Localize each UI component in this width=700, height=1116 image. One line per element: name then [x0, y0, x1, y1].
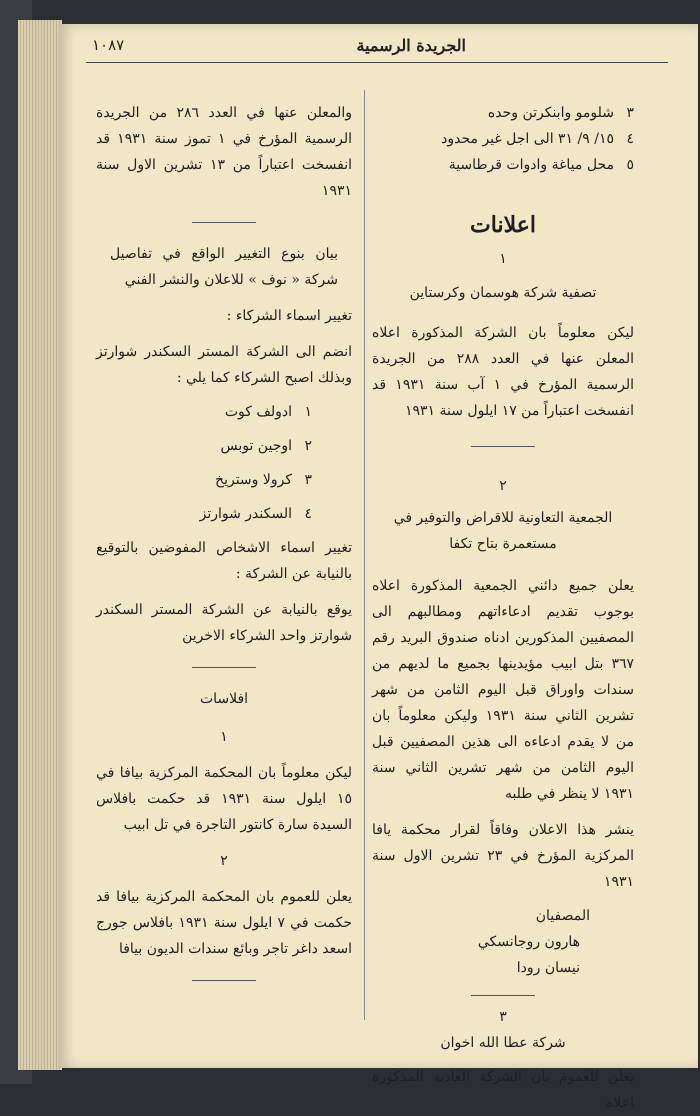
signatories-label: تغيير اسماء الاشخاص المفوضين بالتوقيع بالنيابة عن الشركة :	[96, 540, 352, 582]
notice-number: ٣	[499, 1009, 507, 1025]
list-item: ٣ كرولا وستريخ	[215, 472, 312, 488]
signatories-text: يوقع بالنيابة عن الشركة المستر السكندر شوارتز واحد الشركاء الاخرين	[96, 602, 352, 644]
partners-tail-list	[372, 100, 634, 178]
announcements-heading: اعلانات	[470, 212, 536, 238]
page-edges	[18, 20, 62, 1070]
bankruptcy-body: يعلن للعموم بان المحكمة المركزية بيافا قد حكمت في ٧ ايلول سنة ١٩٣١ بافلاس جورج اسعد داغر تاجر وبائع سندات الديون بيافا	[96, 889, 352, 957]
notice-title: تصفية شركة هوسمان وكرستاين	[409, 285, 597, 301]
bankruptcy-body: ليكن معلوماً بان المحكمة المركزية بيافا في ١٥ ايلول سنة ١٩٣١ قد حكمت بافلاس السيدة سارة كانتور التاجرة في تل ابيب	[96, 765, 352, 833]
list-item: ٢ اوجين توبس	[220, 438, 312, 454]
section-separator	[192, 667, 256, 668]
list-item: ٤ ١٥/ ٩/ ٣١ الى اجل غير محدود	[441, 131, 634, 147]
left-column	[96, 100, 352, 999]
section-separator	[192, 222, 256, 223]
list-item: ٥ محل مياغة وادوات قرطاسية	[448, 157, 634, 173]
liquidators-label: المصفيان	[535, 908, 590, 924]
notice-title: الجمعية التعاونية للاقراض والتوفير في مستعمرة بتاح تكفا	[393, 510, 613, 552]
page-number: ١٠٨٧	[92, 36, 125, 54]
names-change-text: انضم الى الشركة المستر السكندر شوارتز وبذلك اصبح الشركاء كما يلي :	[96, 344, 352, 386]
right-column	[372, 100, 634, 1116]
partners-list	[96, 399, 312, 527]
page-header	[92, 36, 662, 62]
column-divider	[364, 90, 365, 1020]
liquidator-name: هارون روجانسكي	[477, 934, 580, 950]
notice-body: يعلن جميع دائني الجمعية المذكورة اعلاه بوجوب تقديم ادعاءاتهم ومطالبهم الى المصفيين المذكورين ادناه صندوق البريد رقم ٣٦٧ بتل ابيب مؤيدينها بجميع ما لديهم من سندات واوراق قبل اليوم الثامن من شهر تشرين الثاني سنة ١٩٣١ وليكن معلوماً بان من لا يقدم ادعاءه الى هذين المصفيين قبل اليوم الثامن من شهر تشرين الثاني سنة ١٩٣١ لا ينظر في طلبه	[372, 578, 634, 802]
notice-number: ١	[499, 251, 507, 267]
continuation-text: والمعلن عنها في العدد ٢٨٦ من الجريدة الرسمية المؤرخ في ١ تموز سنة ١٩٣١ قد انفسخت اعتباراً من ١٣ تشرين الاول سنة ١٩٣١	[96, 105, 352, 199]
liquidators-block	[372, 903, 590, 981]
notice-title: شركة عطا الله اخوان	[440, 1035, 566, 1051]
bankruptcy-number: ١	[220, 729, 228, 745]
liquidator-name: نيسان رودا	[516, 960, 580, 976]
notice-body: ينشر هذا الاعلان وفاقاً لقرار محكمة يافا المركزية المؤرخ في ٢٣ تشرين الاول سنة ١٩٣١	[372, 822, 634, 890]
list-item: ١ ادولف كوت	[224, 404, 312, 420]
list-item: ٣ شلومو وابنكرتن وحده	[487, 105, 634, 121]
bankruptcies-heading: افلاسات	[199, 691, 249, 707]
section-separator	[471, 446, 535, 447]
names-change-label: تغيير اسماء الشركاء :	[226, 308, 352, 324]
change-heading: بيان بنوع التغيير الواقع في تفاصيل شركة « نوف » للاعلان والنشر الفني	[110, 246, 338, 288]
section-separator	[192, 980, 256, 981]
list-item: ٤ السكندر شوارتز	[199, 506, 312, 522]
notice-number: ٢	[499, 478, 507, 494]
header-rule	[86, 62, 668, 63]
notice-body: يعلن للعموم بان الشركة العادية المذكورة اعلاه	[372, 1069, 634, 1111]
bankruptcy-number: ٢	[220, 853, 228, 869]
section-separator	[471, 995, 535, 996]
publication-title: الجريدة الرسمية	[356, 36, 466, 55]
notice-body: ليكن معلوماً بان الشركة المذكورة اعلاه المعلن عنها في العدد ٢٨٨ من الجريدة الرسمية المؤرخ في ١ آب سنة ١٩٣١ قد انفسخت اعتباراً من ١٧ ايلول سنة ١٩٣١	[372, 325, 634, 419]
